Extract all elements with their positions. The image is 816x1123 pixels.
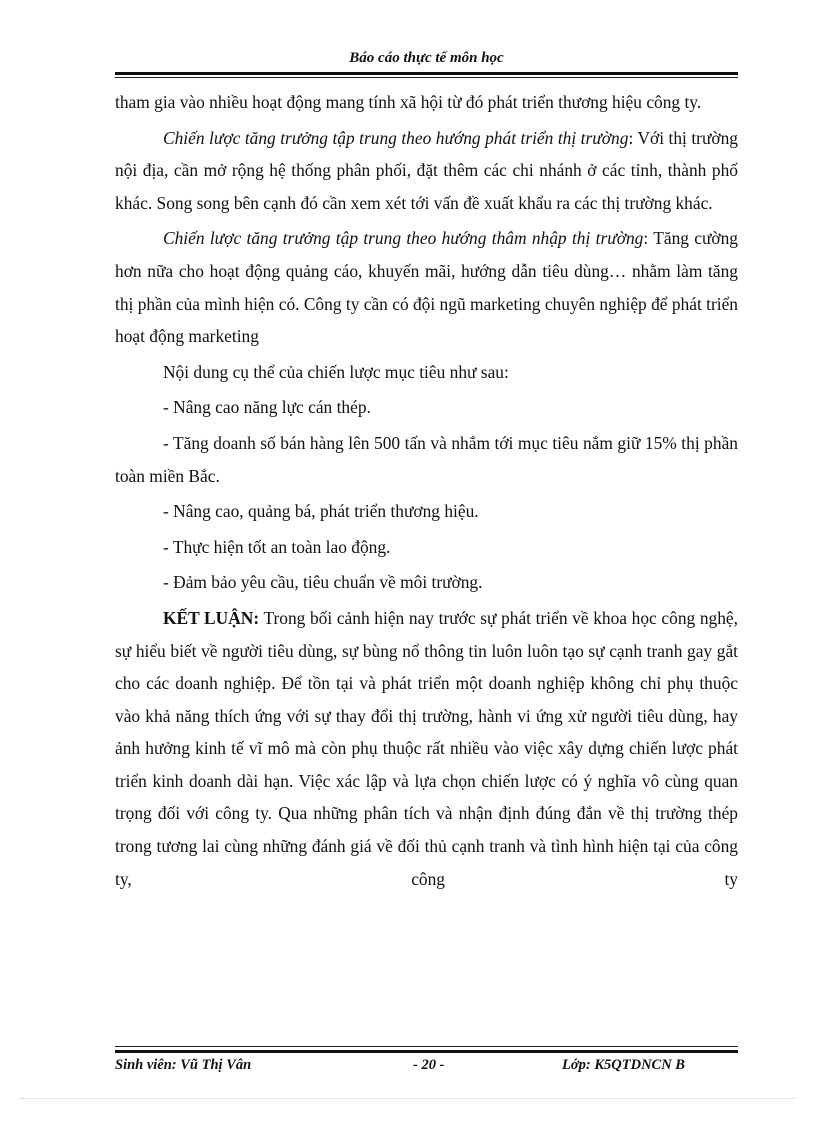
body-text [115, 86, 738, 895]
header-rule-thin [115, 77, 738, 78]
paragraph-continued: tham gia vào nhiều hoạt động mang tính xã hội từ đó phát triển thương hiệu công ty. [115, 92, 702, 112]
footer-rule-thick [115, 1050, 738, 1053]
page-edge-dotted-line [20, 1098, 796, 1099]
strategy-title-market-development: Chiến lược tăng trưởng tập trung theo hướng phát triển thị trường [163, 127, 629, 148]
paragraph-objectives-intro: Nội dung cụ thể của chiến lược mục tiêu như sau: [163, 361, 509, 382]
footer-page-number: - 20 - [413, 1057, 445, 1073]
footer-student-name: Sinh viên: Vũ Thị Vân [115, 1057, 252, 1073]
bullet-item: - Đảm bảo yêu cầu, tiêu chuẩn về môi trường. [163, 572, 483, 593]
paragraph-market-development [115, 122, 738, 220]
header-rule-thick [115, 72, 738, 75]
paragraph-market-penetration [115, 222, 738, 352]
header-title: Báo cáo thực tế môn học [349, 50, 504, 66]
footer-class: Lớp: K5QTDNCN B [562, 1057, 685, 1073]
bullet-item: - Nâng cao năng lực cán thép. [163, 397, 371, 418]
strategy-text-market-penetration: : Tăng cường hơn nữa cho hoạt động quảng cáo, khuyến mãi, hướng dẫn tiêu dùng… nhằm làm tăng thị phần của mình hiện có. Công ty cần có đội ngũ marketing chuyên nghiệp để phát triển hoạt động marketing [115, 228, 739, 347]
bullet-item: - Thực hiện tốt an toàn lao động. [163, 536, 391, 557]
footer-rule-thin [115, 1046, 738, 1047]
strategy-title-market-penetration: Chiến lược tăng trưởng tập trung theo hướng thâm nhập thị trường [163, 228, 644, 249]
paragraph-conclusion [115, 602, 738, 895]
conclusion-label: KẾT LUẬN: [163, 607, 260, 628]
strategy-text-market-development: : Với thị trường nội địa, cần mở rộng hệ thống phân phối, đặt thêm các chi nhánh ở các tỉnh, thành phố khác. Song song bên cạnh đó cần xem xét tới vấn đề xuất khẩu ra các thị trường khác. [115, 127, 738, 213]
bullet-item: - Tăng doanh số bán hàng lên 500 tấn và nhắm tới mục tiêu nắm giữ 15% thị phần toàn miền Bắc. [115, 432, 738, 486]
bullet-item: - Nâng cao, quảng bá, phát triển thương hiệu. [163, 501, 479, 522]
conclusion-text: Trong bối cảnh hiện nay trước sự phát triển về khoa học công nghệ, sự hiểu biết về người tiêu dùng, sự bùng nổ thông tin luôn luôn tạo sự cạnh tranh gay gắt cho các doanh nghiệp. Để tồn tại và phát triển một doanh nghiệp không chỉ phụ thuộc vào khả năng thích ứng với sự thay đổi thị trường, hành vi ứng xử người tiêu dùng, hay ảnh hưởng kinh tế vĩ mô mà còn phụ thuộc rất nhiều vào việc xây dựng chiến lược phát triển kinh doanh dài hạn. Việc xác lập và lựa chọn chiến lược có ý nghĩa vô cùng quan trọng đối với công ty. Qua những phân tích và nhận định đúng đắn về thị trường thép trong tương lai cùng những đánh giá về đối thủ cạnh tranh và tình hình hiện tại của công ty, công ty [115, 607, 739, 889]
